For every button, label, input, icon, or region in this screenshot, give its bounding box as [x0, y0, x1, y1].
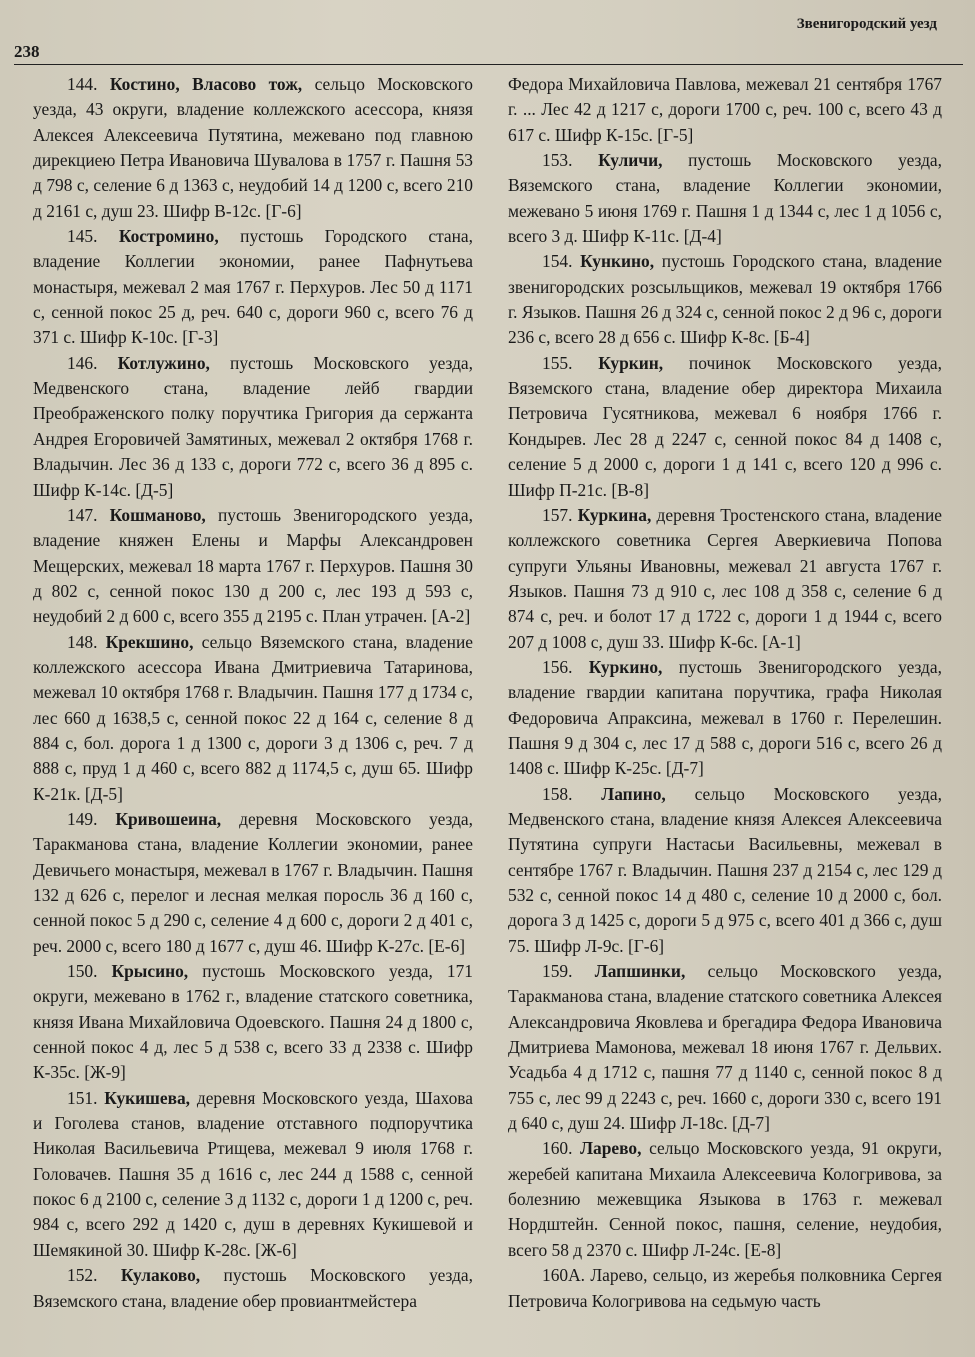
running-head: Звенигородский уезд — [796, 16, 937, 32]
entry-paragraph — [33, 503, 473, 630]
entry-paragraph — [508, 72, 942, 148]
entry-number: 153. — [542, 150, 573, 171]
entry-name: Костромино, — [118, 226, 219, 247]
entry-paragraph — [508, 148, 942, 249]
entry-name: Куркина, — [577, 504, 652, 525]
entry-paragraph — [508, 655, 942, 782]
entry-number: 160. — [542, 1138, 573, 1159]
entry-text: Федора Михайловича Павлова, межевал 21 сентября 1767 г. ... Лес 42 д 1217 с, дороги 1700 с, реч. 100 с, всего 43 д 617 с. Шифр К-15с. [Г-5] — [508, 74, 942, 145]
entry-name: Крекшино, — [105, 631, 194, 652]
entry-name: Куркино, — [588, 656, 663, 677]
entry-name: Куркин, — [598, 352, 664, 373]
entry-paragraph — [33, 630, 473, 807]
entry-number: 147. — [67, 504, 98, 525]
entry-name: Кошманово, — [109, 504, 206, 525]
right-column — [508, 72, 942, 1314]
entry-name: Крысино, — [111, 961, 189, 982]
entry-name: Ларево, — [580, 1138, 642, 1159]
entry-number: 152. — [67, 1265, 98, 1286]
entry-paragraph — [508, 1136, 942, 1263]
entry-number: 148. — [67, 631, 98, 652]
entry-text: деревня Тростенского стана, владение коллежского советника Сергея Аверкиевича Попова супруги Ульяны Ивановны, межевал 21 августа 1767 г. Языков. Пашня 73 д 910 с, лес 108 д 358 с, селение 6 д 874 с, реч. и болот 17 д 1722 с, дороги 1 д 1944 с, всего 207 д 1008 с, душ 33. Шифр К-6с. [А-1] — [508, 504, 942, 652]
page-number: 238 — [14, 42, 40, 61]
entry-number: 157. — [542, 504, 573, 525]
entry-name: Кривошеина, — [115, 808, 222, 829]
entry-paragraph — [33, 351, 473, 503]
entry-text: сельцо Московского уезда, Таракманова стана, владение статского советника Алексея Александровича Яковлева и брегадира Федора Ивановича Дмитриева Мамонова, межевал 18 июня 1767 г. Дельвих. Усадьба 4 д 1712 с, пашня 77 д 1140 с, сенной покос 8 д 755 с, лес 99 д 2243 с, реч. 1660 с, дороги 330 с, всего 191 д 640 с, душ 24. Шифр Л-18с. [Д-7] — [508, 961, 942, 1134]
entry-name: Костино, Власово тож, — [109, 74, 303, 94]
left-column — [33, 72, 473, 1314]
entry-text: пустошь Звенигородского уезда, владение княжен Елены и Марфы Александровен Мещерских, межевал 18 марта 1767 г. Перхуров. Пашня 30 д 802 с, сенной покос 130 д 200 с, лес 193 д 593 с, неудобий 2 д 600 с, всего 355 д 2195 с. План утрачен. [А-2] — [33, 504, 473, 627]
entry-paragraph — [508, 503, 942, 655]
entry-paragraph — [33, 224, 473, 351]
header-rule — [14, 64, 963, 65]
entry-number: 155. — [542, 352, 573, 373]
entry-name: Котлужино, — [117, 352, 210, 373]
entry-number: 145. — [67, 226, 98, 247]
entry-number: 149. — [67, 808, 98, 829]
entry-text: сельцо Московского уезда, 43 округи, владение коллежского асессора, князя Алексея Алексеевича Путятина, межевано под главною дирекциею Петра Ивановича Шувалова в 1757 г. Пашня 53 д 798 с, селение 6 д 1363 с, неудобий 14 д 1200 с, всего 210 д 2161 с, душ 23. Шифр В-12с. [Г-6] — [33, 74, 473, 221]
entry-paragraph — [508, 249, 942, 350]
entry-text: пустошь Городского стана, владение Коллегии экономии, ранее Пафнутьева монастыря, межевал 2 мая 1767 г. Перхуров. Лес 50 д 1171 с, сенной покос 25 д, реч. 640 с, дороги 960 с, всего 76 д 371 с. Шифр К-10с. [Г-3] — [33, 226, 473, 348]
entry-name: Лапино, — [601, 783, 666, 804]
entry-text: сельцо Московского уезда, Медвенского стана, владение князя Алексея Алексеевича Путятина супруги Настасьи Васильевны, межевал в сентябре 1767 г. Владычин. Пашня 237 д 2154 с, лес 129 д 532 с, сенной покос 14 д 480 с, селение 10 д 2000 с, бол. дорога 3 д 1425 с, дороги 5 д 975 с, всего 401 д 366 с, душ 75. Шифр Л-9с. [Г-6] — [508, 783, 942, 956]
entry-text: пустошь Городского стана, владение звенигородских розсыльщиков, межевал 19 октября 1766 г. Языков. Пашня 26 д 324 с, сенной покос 2 д 96 с, дороги 236 с, всего 28 д 656 с. Шифр К-8с. [Б-4] — [508, 251, 942, 348]
entry-name: Лапшинки, — [594, 961, 686, 982]
entry-text: Ларево, сельцо, из жеребья полковника Сергея Петровича Кологривова на седьмую часть — [508, 1265, 942, 1311]
entry-number: 159. — [542, 961, 573, 982]
entry-number: 150. — [67, 961, 98, 982]
entry-name: Куличи, — [598, 150, 663, 171]
entry-text: починок Московского уезда, Вяземского стана, владение обер директора Михаила Петровича Гусятникова, межевал 6 ноября 1766 г. Кондырев. Лес 28 д 2247 с, сенной покос 84 д 1408 с, селение 5 д 2000 с, дороги 1 д 141 с, всего 120 д 996 с. Шифр П-21с. [В-8] — [508, 352, 942, 500]
entry-paragraph — [508, 1263, 942, 1314]
entry-text: деревня Московского уезда, Таракманова стана, владение Коллегии экономии, ранее Девичьего монастыря, межевал в 1767 г. Владычин. Пашня 132 д 626 с, перелог и лесная мелкая поросль 36 д 160 с, сенной покос 5 д 290 с, селение 4 д 600 с, дороги 2 д 401 с, реч. 2000 с, всего 180 д 1677 с, душ 46. Шифр К-27с. [Е-6] — [33, 808, 473, 956]
entry-text: пустошь Звенигородского уезда, владение гвардии капитана поручтика, графа Николая Федоровича Апраксина, межевал в 1760 г. Перелешин. Пашня 9 д 304 с, лес 17 д 588 с, дороги 516 с, всего 26 д 1408 с. Шифр К-25с. [Д-7] — [508, 656, 942, 779]
entry-number: 154. — [542, 251, 573, 272]
entry-name: Кулаково, — [120, 1265, 201, 1286]
entry-number: 156. — [542, 656, 573, 677]
entry-number: 146. — [67, 352, 98, 373]
entry-paragraph — [508, 959, 942, 1136]
entry-paragraph — [33, 959, 473, 1086]
entry-text: пустошь Московского уезда, Вяземского стана, владение Коллегии экономии, межевано 5 июня 1769 г. Пашня 1 д 1344 с, лес 1 д 1056 с, всего 3 д. Шифр К-11с. [Д-4] — [508, 150, 942, 247]
entry-text: пустошь Московского уезда, 171 округи, межевано в 1762 г., владение статского советника, князя Ивана Михайловича Одоевского. Пашня 24 д 1800 с, сенной покос 4 д, лес 5 д 538 с, всего 33 д 2338 с. Шифр К-35с. [Ж-9] — [33, 961, 473, 1083]
entry-text: сельцо Московского уезда, 91 округи, жеребей капитана Михаила Алексеевича Кологривова, за болезнию межевщика Языкова в 1763 г. межевал Нордштейн. Сенной покос, пашня, селение, неудобия, всего 58 д 2370 с. Шифр Л-24с. [Е-8] — [508, 1138, 942, 1260]
entry-text: пустошь Московского уезда, Вяземского стана, владение обер провиантмейстера — [33, 1265, 473, 1311]
entry-paragraph — [33, 807, 473, 959]
entry-paragraph — [508, 351, 942, 503]
entry-number: 160А. — [542, 1265, 585, 1286]
entry-number: 151. — [67, 1087, 98, 1108]
entry-paragraph — [33, 72, 473, 224]
entry-paragraph — [33, 1086, 473, 1263]
entry-paragraph — [508, 782, 942, 959]
entry-text: деревня Московского уезда, Шахова и Гоголева станов, владение отставного подпоручтика Николая Васильевича Ртищева, межевал 9 июля 1768 г. Головачев. Пашня 35 д 1616 с, лес 244 д 1588 с, сенной покос 6 д 2100 с, селение 3 д 1132 с, дороги 1 д 1200 с, реч. 984 с, всего 292 д 1420 с, душ в деревнях Кукишевой и Шемякиной 30. Шифр К-28с. [Ж-6] — [33, 1087, 473, 1260]
entry-name: Кункино, — [580, 251, 655, 272]
entry-number: 158. — [542, 783, 573, 804]
entry-number: 144. — [67, 74, 98, 94]
entry-paragraph — [33, 1263, 473, 1314]
entry-text: сельцо Вяземского стана, владение коллежского асессора Ивана Дмитриевича Татаринова, межевал 10 октября 1768 г. Владычин. Пашня 177 д 1734 с, лес 660 д 1638,5 с, сенной покос 22 д 164 с, селение 8 д 884 с, бол. дорога 1 д 1300 с, дороги 3 д 1306 с, реч. 7 д 888 с, пруд 1 д 460 с, всего 882 д 1174,5 с, душ 65. Шифр К-21к. [Д-5] — [33, 631, 473, 804]
entry-name: Кукишева, — [104, 1087, 191, 1108]
entry-text: пустошь Московского уезда, Медвенского стана, владение лейб гвардии Преображенского полку поручтика Григория да сержанта Андрея Егоровичей Замятиных, межевал 2 октября 1768 г. Владычин. Лес 36 д 133 с, дороги 772 с, всего 36 д 895 с. Шифр К-14с. [Д-5] — [33, 352, 473, 500]
